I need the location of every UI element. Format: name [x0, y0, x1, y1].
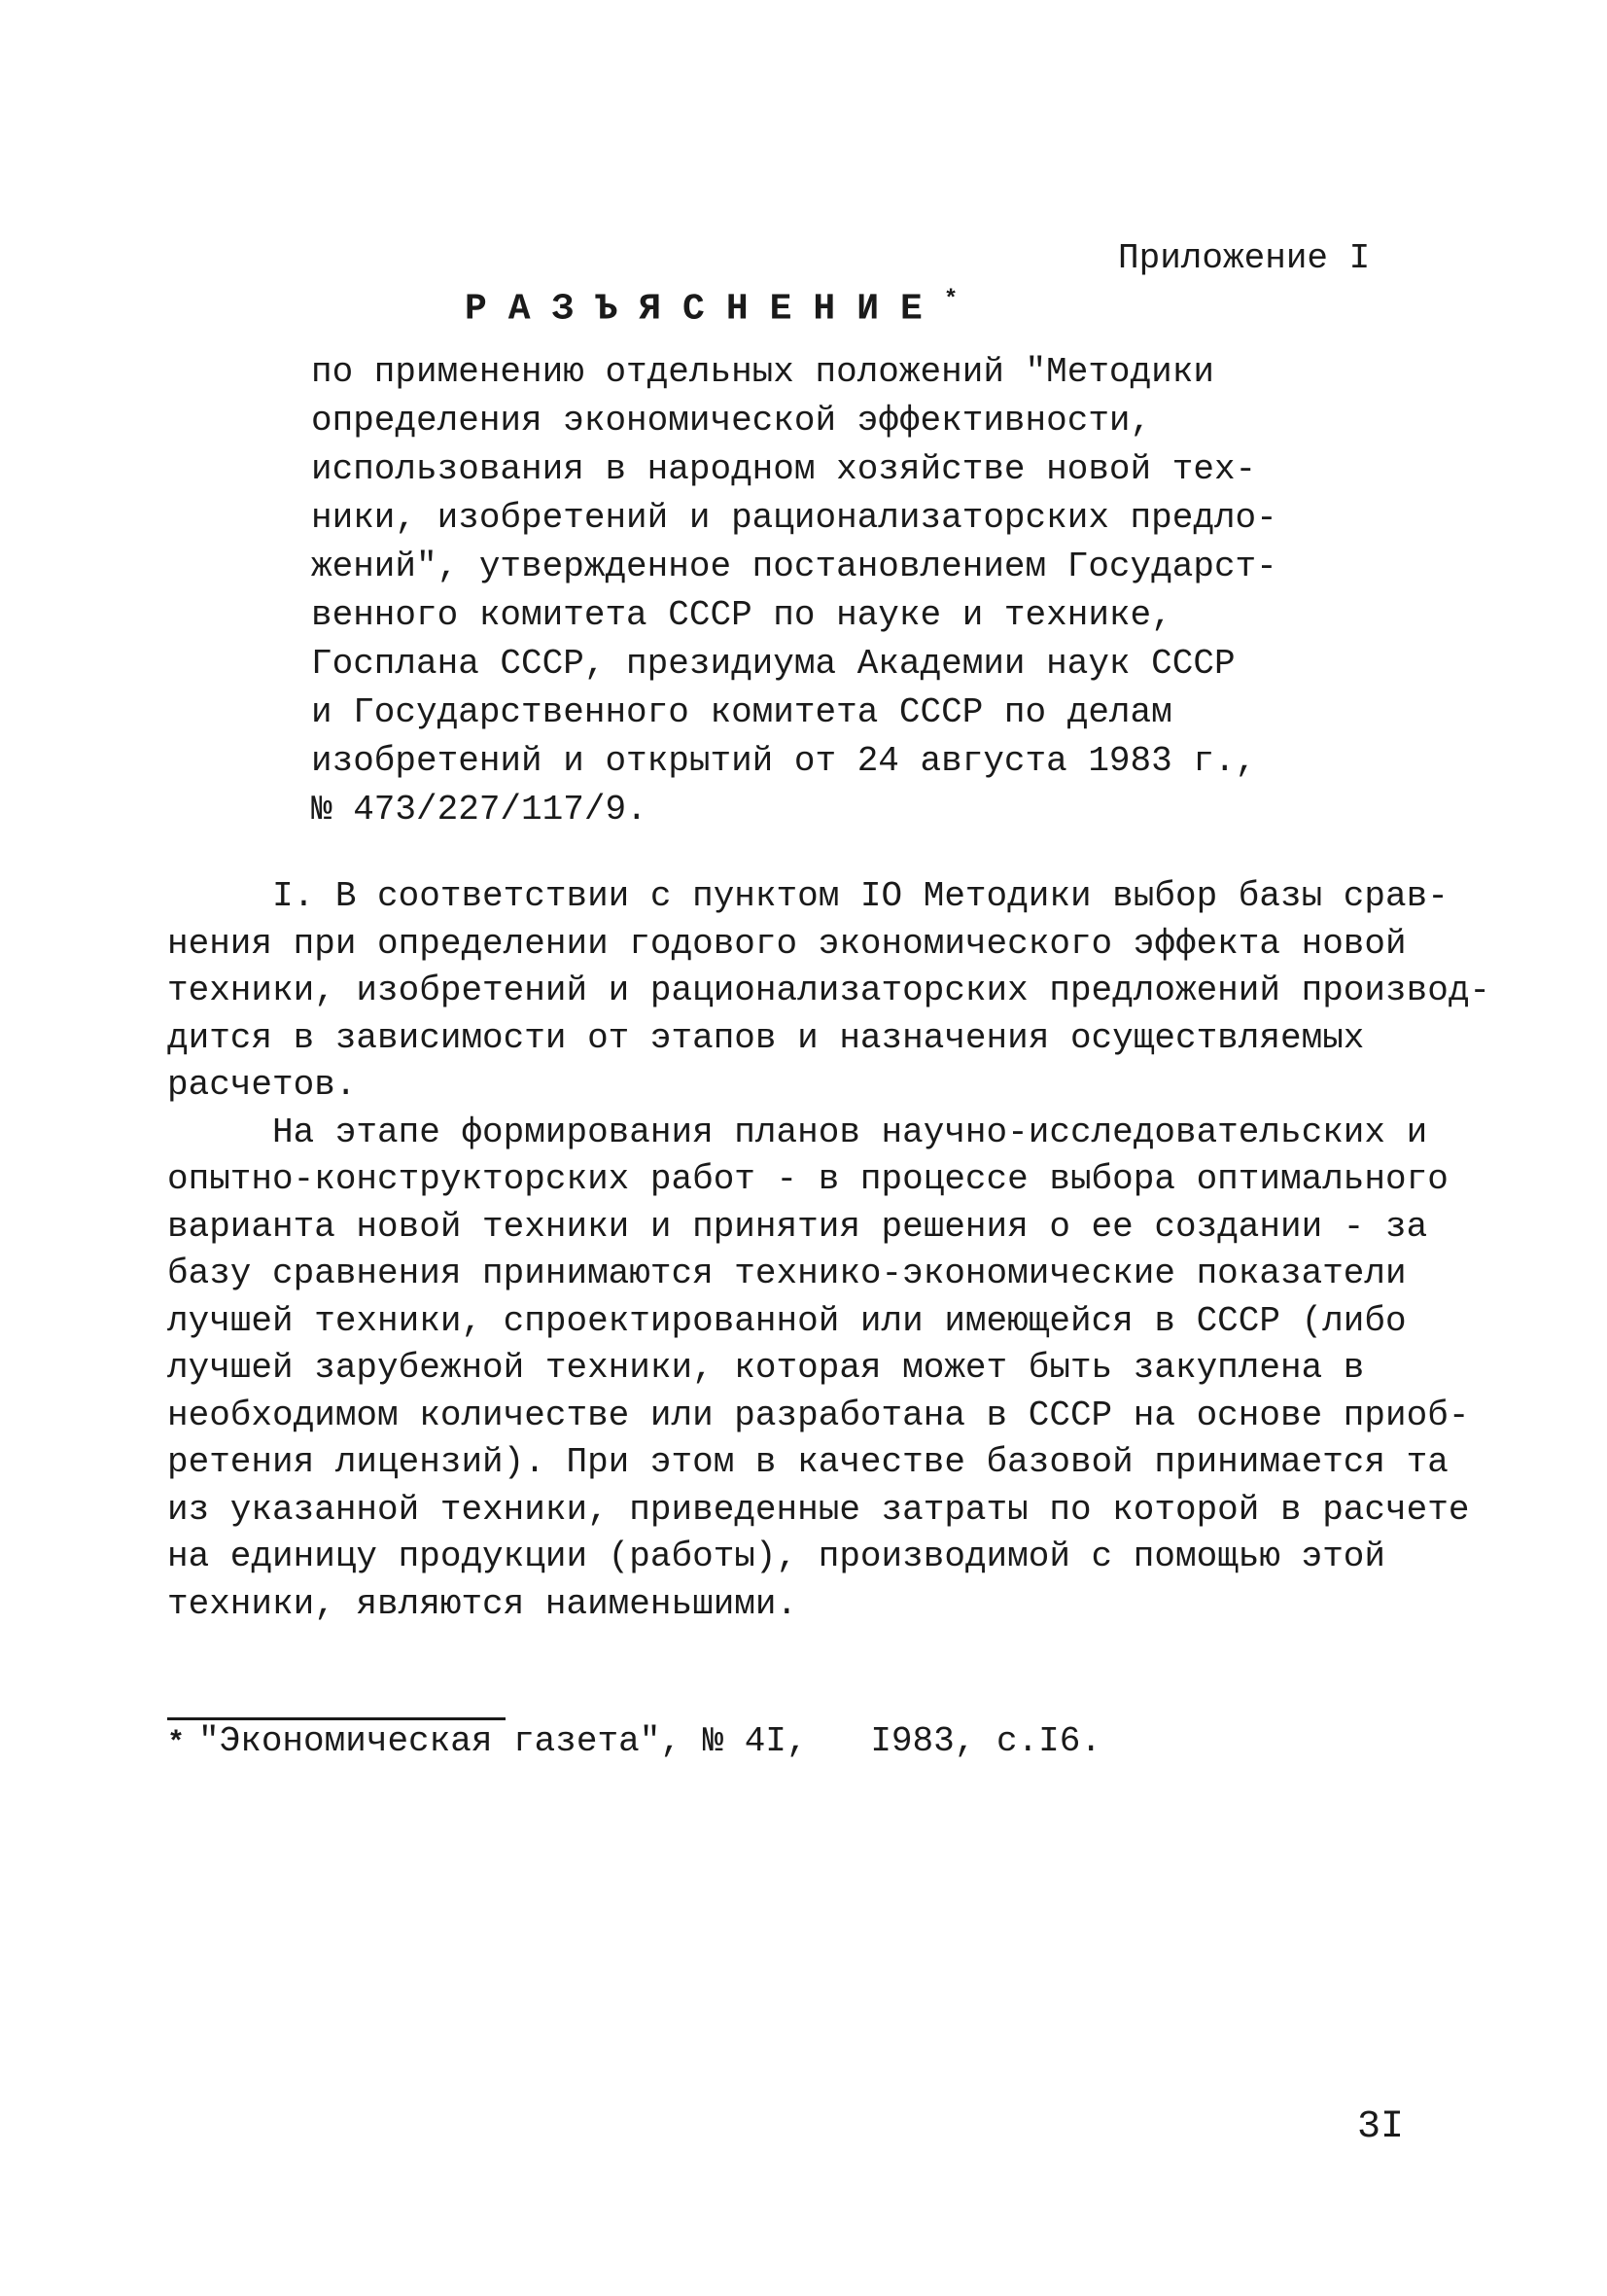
subtitle-line: Госплана СССР, президиума Академии наук СССР: [311, 644, 1236, 684]
footnote-divider: [167, 1717, 506, 1720]
footnote-mark: *: [167, 1727, 186, 1760]
body-line: опытно-конструкторских работ - в процессе выбора оптимального: [167, 1159, 1449, 1199]
body-line: ретения лицензий). При этом в качестве базовой принимается та: [167, 1442, 1449, 1482]
body-line: На этапе формирования планов научно-исследовательских и: [167, 1112, 1428, 1152]
footnote: [167, 1721, 1101, 1761]
subtitle-line: по применению отдельных положений "Методики: [311, 352, 1214, 392]
body-line: необходимом количестве или разработана в СССР на основе приоб-: [167, 1395, 1470, 1435]
body-line: I. В соответствии с пунктом IO Методики выбор базы срав-: [167, 876, 1449, 916]
subtitle-line: изобретений и открытий от 24 августа 1983 г.,: [311, 741, 1257, 781]
subtitle-line: и Государственного комитета СССР по делам: [311, 692, 1172, 732]
body-text: [167, 873, 1491, 1628]
body-line: дится в зависимости от этапов и назначения осуществляемых: [167, 1017, 1365, 1058]
subtitle-block: [311, 348, 1293, 834]
body-line: на единицу продукции (работы), производимой с помощью этой: [167, 1537, 1386, 1576]
body-line: варианта новой техники и принятия решения о ее создании - за: [167, 1206, 1428, 1247]
body-line: техники, изобретений и рационализаторских предложений производ-: [167, 971, 1491, 1010]
title-text: РАЗЪЯСНЕНИЕ: [465, 288, 944, 331]
body-line: лучшей техники, спроектированной или имеющейся в СССР (либо: [167, 1300, 1407, 1341]
subtitle-line: ники, изобретений и рационализаторских предло-: [311, 498, 1277, 538]
subtitle-line: использования в народном хозяйстве новой тех-: [311, 449, 1257, 489]
subtitle-line: № 473/227/117/9.: [311, 790, 647, 830]
title-footnote-mark: *: [943, 287, 959, 313]
document-title: [465, 287, 958, 331]
footnote-text: "Экономическая газета", № 4I, I983, с.I6.: [198, 1721, 1101, 1761]
appendix-label: Приложение I: [1118, 238, 1371, 278]
body-line: лучшей зарубежной техники, которая может быть закуплена в: [167, 1348, 1365, 1388]
body-line: техники, являются наименьшими.: [167, 1583, 798, 1624]
body-line: нения при определении годового экономического эффекта новой: [167, 923, 1407, 964]
subtitle-line: венного комитета СССР по науке и технике,: [311, 595, 1172, 635]
body-line: базу сравнения принимаются технико-экономические показатели: [167, 1254, 1407, 1293]
body-line: из указанной техники, приведенные затраты по которой в расчете: [167, 1489, 1470, 1530]
body-line: расчетов.: [167, 1065, 357, 1105]
subtitle-line: определения экономической эффективности,: [311, 401, 1152, 441]
page-number: 3I: [1357, 2105, 1405, 2149]
subtitle-line: жений", утвержденное постановлением Государст-: [311, 547, 1277, 586]
